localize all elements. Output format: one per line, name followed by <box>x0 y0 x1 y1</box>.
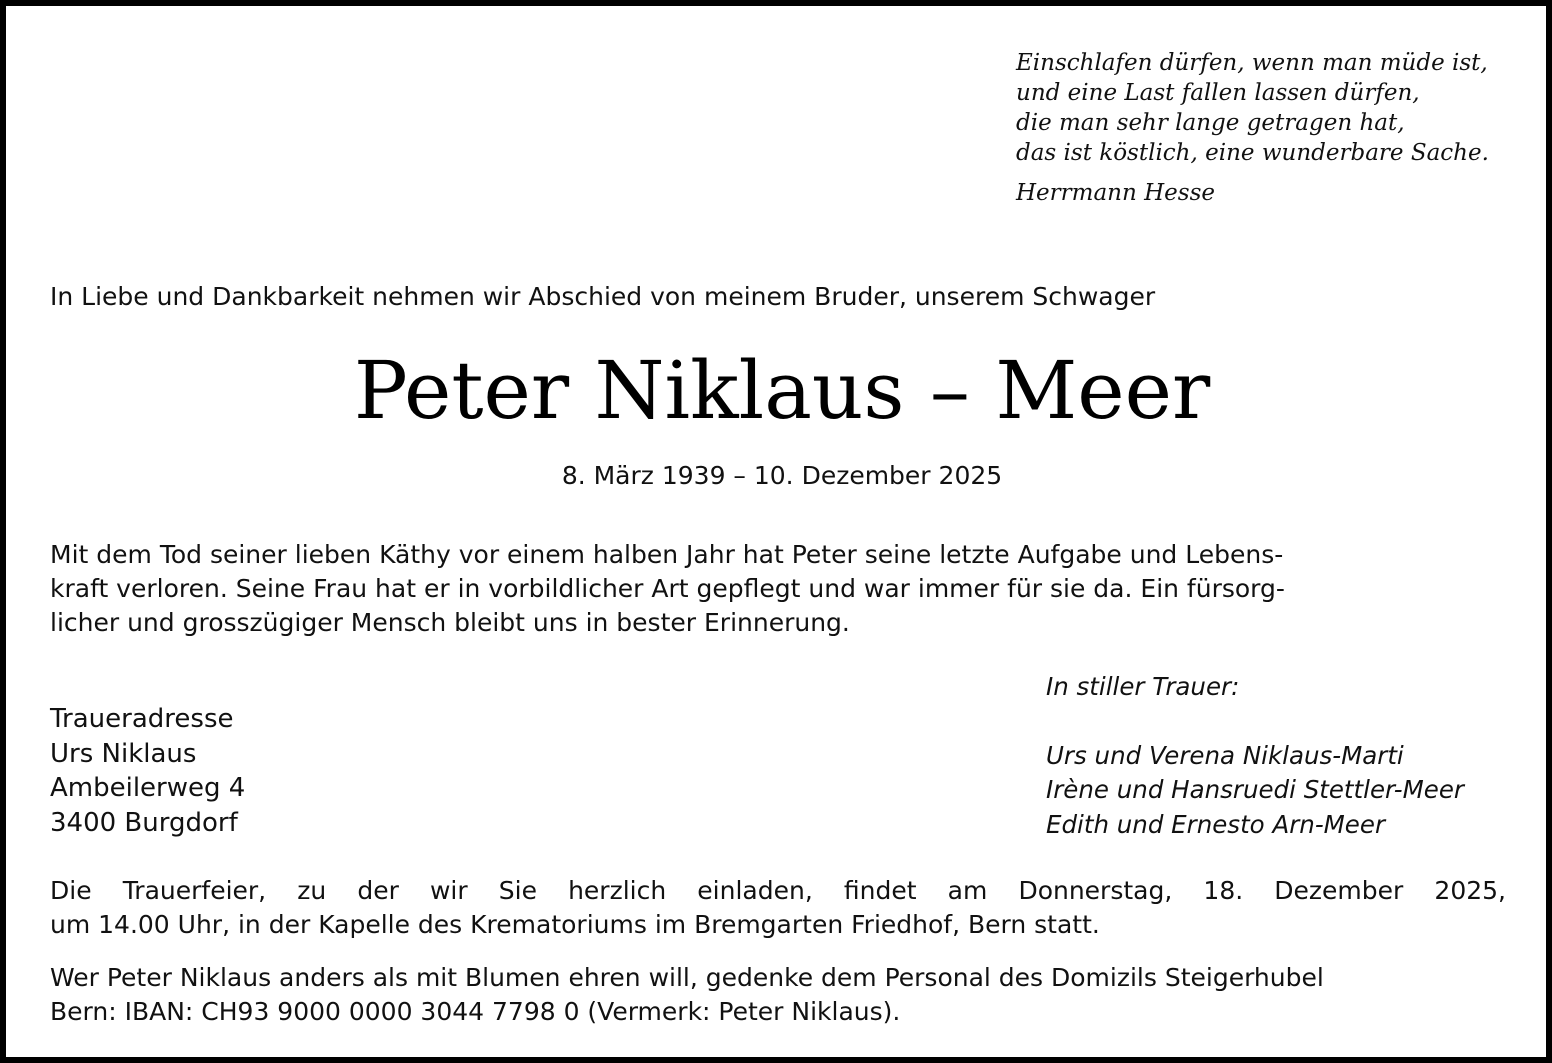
tribute-paragraph <box>50 538 1506 640</box>
address-label: Traueradresse <box>50 704 234 734</box>
address-street: Ambeilerweg 4 <box>50 773 246 803</box>
intro-text: In Liebe und Dankbarkeit nehmen wir Abschied von meinem Bruder, unserem Schwager <box>50 282 1156 311</box>
ceremony-line: um 14.00 Uhr, in der Kapelle des Krematoriums im Bremgarten Friedhof, Bern statt. <box>50 910 1100 939</box>
deceased-name: Peter Niklaus – Meer <box>353 344 1211 437</box>
ceremony-line: Die Trauerfeier, zu der wir Sie herzlich einladen, findet am Donnerstag, 18. Dezember 2025, <box>50 876 1506 905</box>
mourning-address <box>50 702 245 840</box>
mourner-name: Irène und Hansruedi Stettler-Meer <box>1046 775 1464 804</box>
tribute-line: Mit dem Tod seiner lieben Käthy vor einem halben Jahr hat Peter seine letzte Aufgabe und Lebens- <box>50 540 1284 569</box>
donation-notice <box>50 961 1506 1029</box>
donation-line: Bern: IBAN: CH93 9000 0000 3044 7798 0 (Vermerk: Peter Niklaus). <box>50 997 901 1026</box>
donation-line: Wer Peter Niklaus anders als mit Blumen ehren will, gedenke dem Personal des Domizils Steigerhubel <box>50 963 1324 992</box>
tribute-line: licher und grosszügiger Mensch bleibt uns in bester Erinnerung. <box>50 608 850 637</box>
mourner-name: Urs und Verena Niklaus-Marti <box>1046 740 1404 770</box>
address-city: 3400 Burgdorf <box>50 807 238 838</box>
mourners-heading: In stiller Trauer: <box>1046 672 1240 701</box>
quote-line: Einschlafen dürfen, wenn man müde ist, <box>1016 50 1488 76</box>
quote-line: die man sehr lange getragen hat, <box>1016 110 1405 136</box>
life-dates: 8. März 1939 – 10. Dezember 2025 <box>561 461 1003 490</box>
quote-line: und eine Last fallen lassen dürfen, <box>1016 80 1420 106</box>
address-name: Urs Niklaus <box>50 738 197 769</box>
mourners-list <box>1046 670 1536 842</box>
ceremony-notice <box>50 874 1506 942</box>
tribute-line: kraft verloren. Seine Frau hat er in vorbildlicher Art gepflegt und war immer für sie da. Ein fürsorg- <box>50 574 1285 603</box>
quote-author: Herrmann Hesse <box>1016 180 1216 206</box>
mourner-name: Edith und Ernesto Arn-Meer <box>1046 809 1386 839</box>
hesse-quote <box>1016 48 1536 208</box>
quote-line: das ist köstlich, eine wunderbare Sache. <box>1016 140 1489 166</box>
